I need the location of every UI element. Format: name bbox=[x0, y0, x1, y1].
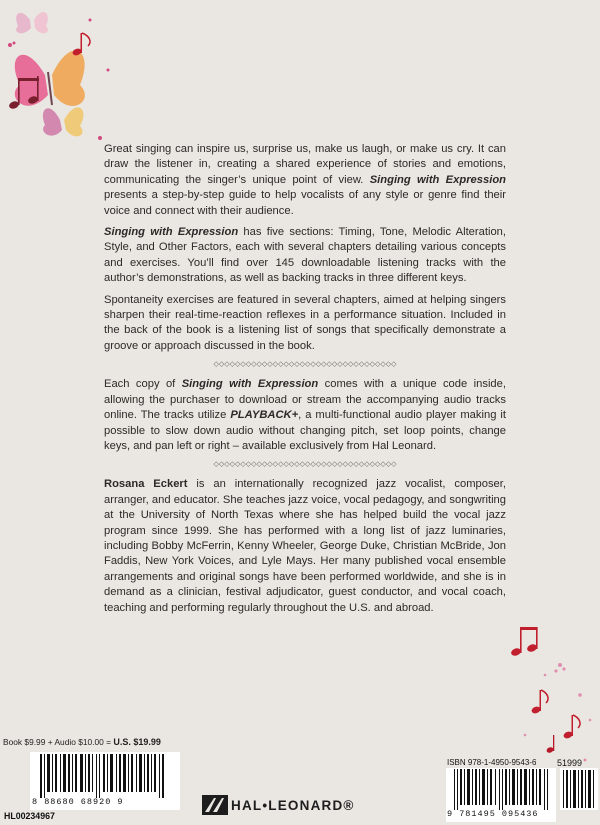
music-note-icon bbox=[563, 715, 580, 740]
price-barcode bbox=[560, 768, 598, 810]
intro-paragraph: Great singing can inspire us, surprise us, make us laugh, or make us cry. It can draw the listener in, creating a shared experience of stories and emotions, communicating the singer’s unique point of view. Singing with Expression presents a step-by-step guide to help vocalists of any style or genre find their voice and connect with their audience. bbox=[104, 143, 506, 217]
ornament-divider: ◇◇◇◇◇◇◇◇◇◇◇◇◇◇◇◇◇◇◇◇◇◇◇◇◇◇◇◇◇◇◇◇◇◇ bbox=[213, 360, 397, 369]
isbn-digits: 9 781495 095436 bbox=[447, 809, 539, 819]
product-code: HL00234967 bbox=[4, 811, 55, 821]
top-left-decoration bbox=[0, 0, 120, 150]
publisher-logo bbox=[202, 793, 355, 817]
music-note-icon bbox=[531, 690, 548, 715]
price-line: Book $9.99 + Audio $10.00 = U.S. $19.99 bbox=[3, 737, 161, 747]
music-note-icon bbox=[546, 735, 554, 754]
author-bio: Rosana Eckert is an internationally recognized jazz vocalist, composer, arranger, and educator. She teaches jazz voice, vocal pedagogy, and songwriting at the University of North Texas where she has helped build the vocal jazz program since 1999. She has performed with a long list of jazz luminaries, including Bobby McFerrin, Kenny Wheeler, George Duke, Christian McBride, Jon Faddis, New York Voices, and Lyle Mays. Her many published vocal ensemble arrangements and original songs have been performed worldwide, and she is in demand as a clinician, festival adjudicator, guest conductor, and vocal coach, teaching and performing regularly throughout the U.S. and abroad. bbox=[104, 478, 506, 614]
bottom-right-decoration bbox=[490, 625, 600, 775]
upc-barcode bbox=[30, 752, 180, 810]
music-note-icon bbox=[510, 627, 538, 657]
upc-digits: 8 88680 68920 9 bbox=[32, 797, 124, 807]
spontaneity-paragraph: Spontaneity exercises are featured in several chapters, aimed at helping singers sharpen their real-time-reaction reflexes in a performance situation. Included in the back of the book is a listening list of songs that specifically demonstrate a groove or approach discussed in the book. bbox=[104, 293, 506, 352]
butterfly-icon bbox=[43, 107, 84, 136]
ornament-divider: ◇◇◇◇◇◇◇◇◇◇◇◇◇◇◇◇◇◇◇◇◇◇◇◇◇◇◇◇◇◇◇◇◇◇ bbox=[213, 460, 397, 469]
price-code-label: 51999 bbox=[557, 758, 583, 768]
hal-leonard-mark-icon bbox=[202, 795, 228, 815]
back-cover-copy bbox=[104, 142, 506, 622]
isbn-barcode bbox=[446, 768, 556, 822]
barcode-bars bbox=[30, 752, 180, 798]
isbn-label: ISBN 978-1-4950-9543-6 bbox=[447, 758, 537, 767]
publisher-name: HAL•LEONARD® bbox=[231, 797, 355, 813]
audio-paragraph: Each copy of Singing with Expression comes with a unique code inside, allowing the purchaser to download or stream the accompanying audio tracks online. The tracks utilize PLAYBACK+, a multi-functional audio player making it possible to slow down audio without changing pitch, set loop points, change keys, and pan left or right – available exclusively from Hal Leonard. bbox=[104, 378, 506, 452]
price-barcode-bars bbox=[560, 768, 598, 810]
isbn-barcode-bars bbox=[446, 768, 556, 810]
sections-paragraph: Singing with Expression has five sections: Timing, Tone, Melodic Alteration, Style, and Other Factors, each with several chapters detailing various concepts and exercises. You’ll find over 145 downloadable listening tracks with the author’s demonstrations, as well as backing tracks in three different keys. bbox=[104, 226, 506, 285]
butterfly-icon bbox=[16, 12, 48, 33]
